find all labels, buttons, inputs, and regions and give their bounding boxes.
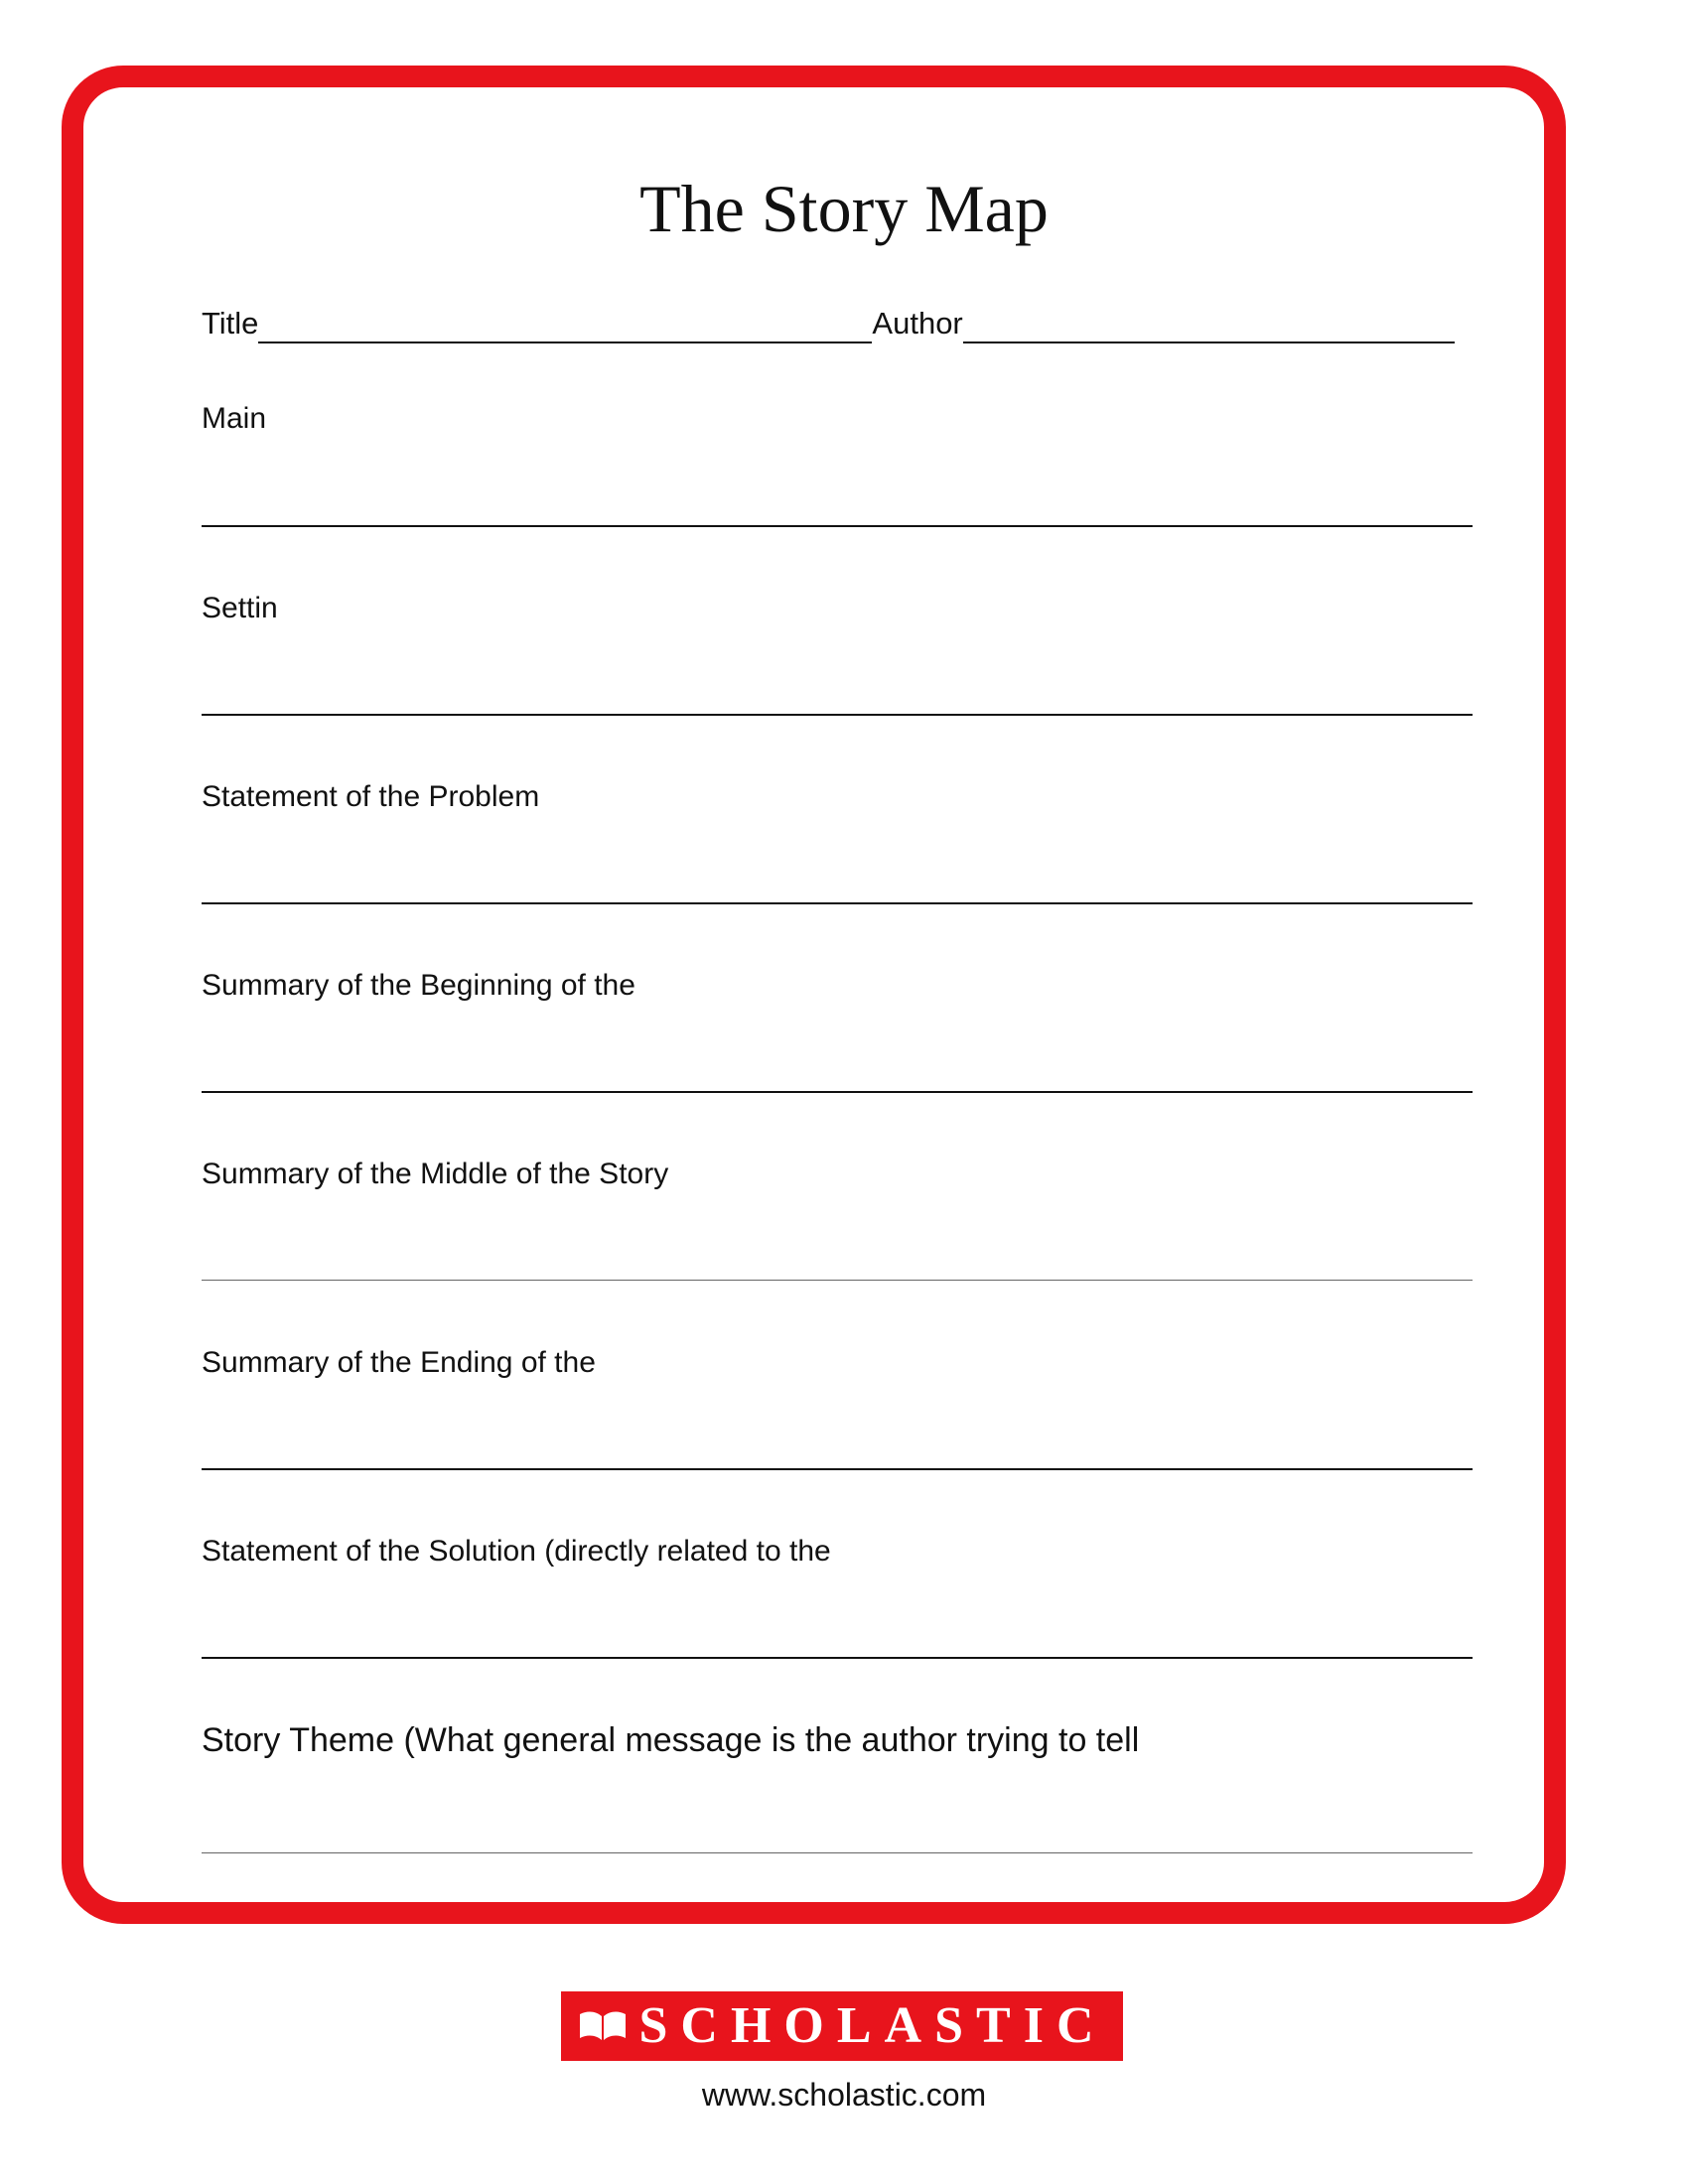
author-field-blank[interactable] <box>963 310 1455 343</box>
section-label-beginning: Summary of the Beginning of the <box>202 969 635 1002</box>
website-link[interactable]: www.scholastic.com <box>701 2077 987 2113</box>
logo-wordmark: SCHOLASTIC <box>638 1997 1107 2054</box>
section-label-ending: Summary of the Ending of the <box>202 1346 596 1379</box>
section-label-setting: Settin <box>202 592 278 624</box>
answer-line-middle[interactable] <box>202 1280 1473 1281</box>
section-label-theme: Story Theme (What general message is the author trying to tell <box>202 1721 1140 1759</box>
answer-line-ending[interactable] <box>202 1468 1473 1470</box>
answer-line-beginning[interactable] <box>202 1091 1473 1093</box>
section-label-main: Main <box>202 402 267 435</box>
answer-line-theme[interactable] <box>202 1852 1473 1853</box>
title-author-row <box>202 304 1455 343</box>
open-book-icon <box>578 2006 628 2046</box>
answer-line-main[interactable] <box>202 525 1473 527</box>
page-title: The Story Map <box>639 171 1049 246</box>
answer-line-problem[interactable] <box>202 902 1473 904</box>
answer-line-setting[interactable] <box>202 714 1473 716</box>
section-label-middle: Summary of the Middle of the Story <box>202 1158 669 1190</box>
scholastic-logo <box>561 1991 1123 2061</box>
title-field-label: Title <box>202 306 259 341</box>
answer-line-solution[interactable] <box>202 1657 1473 1659</box>
title-field-blank[interactable] <box>258 310 872 343</box>
section-label-solution: Statement of the Solution (directly related to the <box>202 1535 831 1568</box>
author-field-label: Author <box>872 306 963 341</box>
section-label-problem: Statement of the Problem <box>202 780 540 813</box>
